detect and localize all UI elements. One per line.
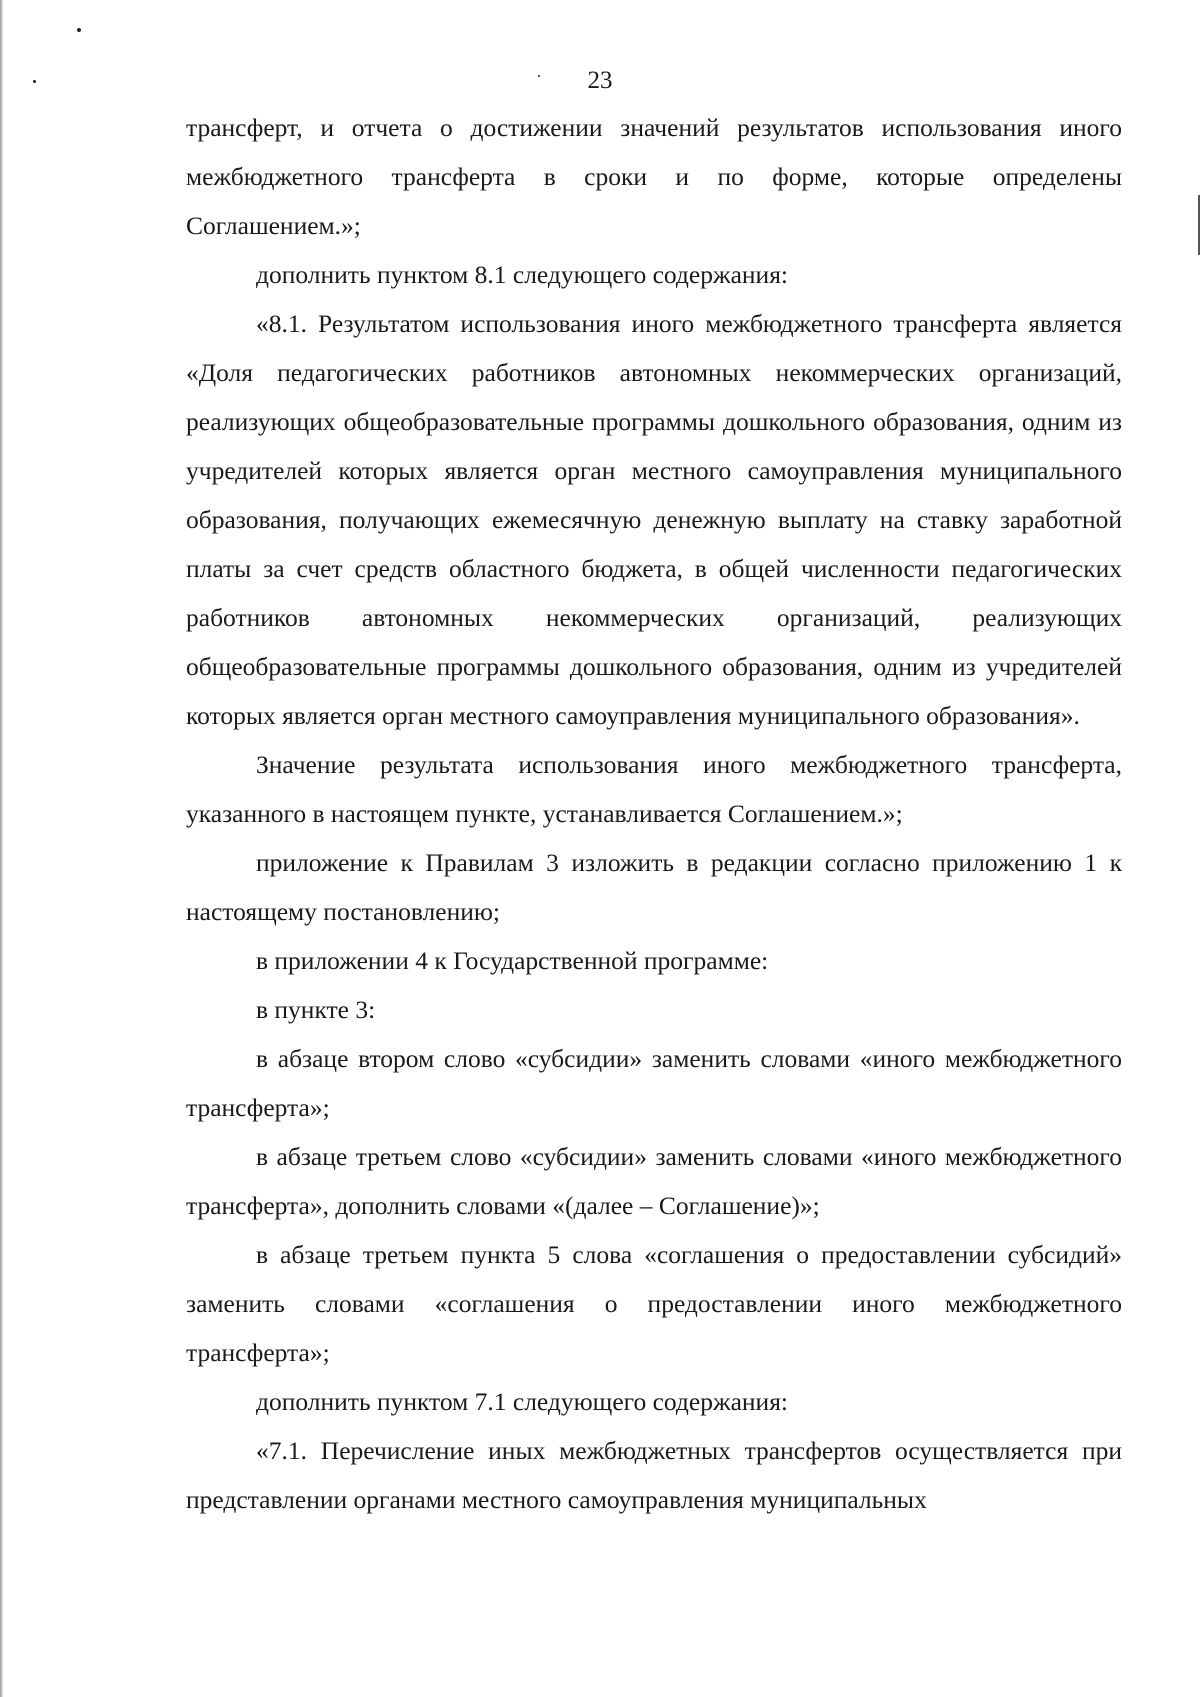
document-body: [186, 103, 1122, 1524]
paragraph-12: «7.1. Перечисление иных межбюджетных трансфертов осуществляется при представлении органами местного самоуправления муниципальных: [186, 1436, 1122, 1514]
page-number: 23: [587, 67, 613, 94]
scan-speck: [77, 28, 81, 32]
paragraph-1: трансферт, и отчета о достижении значений результатов использования иного межбюджетного трансферта в сроки и по форме, которые определены Соглашением.»;: [186, 113, 1122, 240]
paragraph-9: в абзаце третьем слово «субсидии» заменить словами «иного межбюджетного трансферта», дополнить словами «(далее – Соглашение)»;: [186, 1142, 1122, 1220]
paragraph-10: в абзаце третьем пункта 5 слова «соглашения о предоставлении субсидий» заменить словами «соглашения о предоставлении иного межбюджетного трансферта»;: [186, 1240, 1122, 1367]
paragraph-7: в пункте 3:: [256, 995, 376, 1024]
paragraph-2: дополнить пунктом 8.1 следующего содержания:: [256, 260, 789, 289]
paragraph-5: приложение к Правилам 3 изложить в редакции согласно приложению 1 к настоящему постановлению;: [186, 848, 1122, 926]
paragraph-6: в приложении 4 к Государственной программе:: [256, 946, 769, 975]
paragraph-11: дополнить пунктом 7.1 следующего содержания:: [256, 1387, 789, 1416]
scan-edge-left: [0, 0, 3, 1697]
paragraph-4: Значение результата использования иного межбюджетного трансферта, указанного в настоящем пункте, устанавливается Соглашением.»;: [186, 750, 1122, 828]
paragraph-8: в абзаце втором слово «субсидии» заменить словами «иного межбюджетного трансферта»;: [186, 1044, 1122, 1122]
paragraph-3: «8.1. Результатом использования иного межбюджетного трансферта является «Доля педагогических работников автономных некоммерческих организаций, реализующих общеобразовательные программы дошкольного образования, одним из учредителей которых является орган местного самоуправления муниципального образования, получающих ежемесячную денежную выплату на ставку заработной платы за счет средств областного бюджета, в общей численности педагогических работников автономных некоммерческих организаций, реализующих общеобразовательные программы дошкольного образования, одним из учредителей которых является орган местного самоуправления муниципального образования».: [186, 309, 1122, 730]
